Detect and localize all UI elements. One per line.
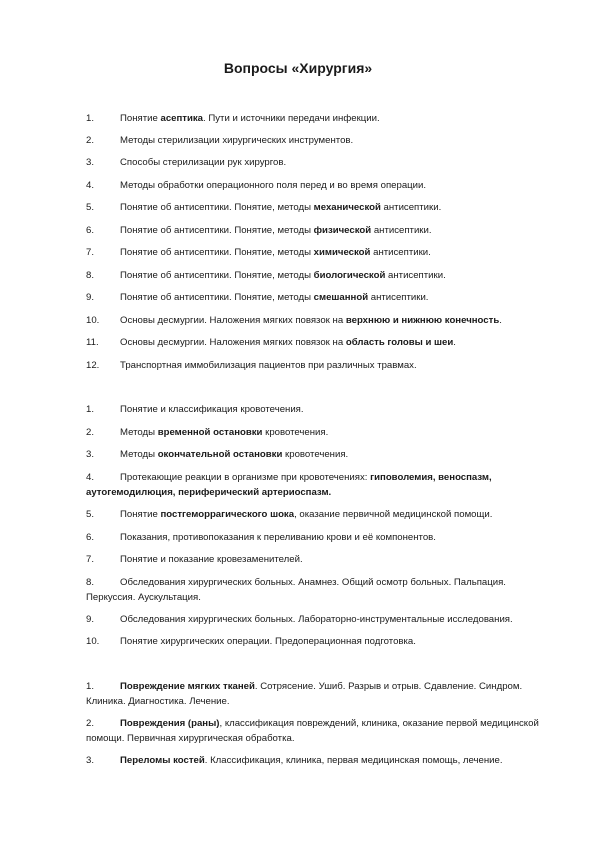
question-number: 7.	[86, 247, 95, 258]
question-text: Понятие и показание кровезаменителей.	[120, 554, 303, 565]
question-text-bold: Переломы костей	[120, 755, 205, 766]
question-number: 1.	[86, 113, 95, 124]
question-item	[86, 679, 546, 709]
question-text: , оказание первичной медицинской помощи.	[294, 509, 493, 520]
question-number: 5.	[86, 509, 95, 520]
question-text-bold: биологической	[313, 270, 386, 281]
question-text: Понятие	[120, 509, 161, 520]
question-item	[86, 200, 546, 215]
question-number: 1.	[86, 681, 95, 692]
question-number: 4.	[86, 472, 95, 483]
question-text: Способы стерилизации рук хирургов.	[120, 157, 287, 168]
question-number: 11.	[86, 337, 99, 348]
question-number: 9.	[86, 614, 95, 625]
question-text-bold: химической	[313, 247, 371, 258]
question-item	[86, 447, 546, 462]
question-item	[86, 753, 546, 768]
question-text-bold: физической	[313, 225, 372, 236]
question-text: Основы десмургии. Наложения мягких повязок на	[120, 315, 346, 326]
question-text: антисептики.	[368, 292, 429, 303]
question-item	[86, 223, 546, 238]
question-item	[86, 530, 546, 545]
question-text: Понятие и классификация кровотечения.	[120, 404, 304, 415]
question-item	[86, 313, 546, 328]
question-text: , классификация повреждений, клиника, оказание первой медицинской помощи. Первичная хирургическая обработка.	[86, 718, 539, 744]
question-number: 6.	[86, 532, 95, 543]
question-number: 2.	[86, 135, 95, 146]
question-text: . Сотрясение. Ушиб. Разрыв и отрыв. Сдавление. Синдром. Клиника. Диагностика. Лечение.	[86, 681, 523, 707]
question-text: Методы	[120, 449, 158, 460]
question-number: 9.	[86, 292, 95, 303]
question-text: Основы десмургии. Наложения мягких повязок на	[120, 337, 346, 348]
question-item	[86, 358, 546, 373]
question-text: Методы обработки операционного поля перед и во время операции.	[120, 180, 427, 191]
question-text-bold: Повреждение мягких тканей	[120, 681, 255, 692]
question-text: .	[499, 315, 502, 326]
question-text: Понятие	[120, 113, 161, 124]
question-item	[86, 612, 546, 627]
page-title: Вопросы «Хирургия»	[223, 60, 373, 76]
question-number: 4.	[86, 180, 95, 191]
question-text: Понятие об антисептики. Понятие, методы	[120, 225, 314, 236]
question-text: антисептики.	[370, 247, 431, 258]
question-text-bold: верхнюю и нижнюю конечность	[345, 315, 500, 326]
question-item	[86, 507, 546, 522]
question-number: 3.	[86, 755, 95, 766]
question-text-bold: область головы и шеи	[345, 337, 454, 348]
question-item	[86, 111, 546, 126]
question-text: .	[453, 337, 456, 348]
question-item	[86, 552, 546, 567]
question-item	[86, 290, 546, 305]
question-number: 8.	[86, 577, 95, 588]
question-number: 5.	[86, 202, 95, 213]
question-number: 2.	[86, 427, 95, 438]
question-text: Понятие об антисептики. Понятие, методы	[120, 247, 314, 258]
question-item	[86, 133, 546, 148]
question-number: 3.	[86, 157, 95, 168]
question-text: Понятие об антисептики. Понятие, методы	[120, 292, 314, 303]
question-item	[86, 268, 546, 283]
question-text: антисептики.	[371, 225, 432, 236]
question-number: 6.	[86, 225, 95, 236]
question-text: Обследования хирургических больных. Лабораторно-инструментальные исследования.	[120, 614, 513, 625]
question-number: 12.	[86, 360, 100, 371]
question-text: . Пути и источники передачи инфекции.	[203, 113, 380, 124]
question-text-bold: гиповолемия, веноспазм, аутогемодилюция, периферический артериоспазм.	[86, 472, 492, 498]
question-text: . Классификация, клиника, первая медицинская помощь, лечение.	[204, 755, 503, 766]
question-number: 1.	[86, 404, 95, 415]
question-item	[86, 335, 546, 350]
question-text: кровотечения.	[282, 449, 349, 460]
question-number: 10.	[86, 315, 100, 326]
question-text: Понятие об антисептики. Понятие, методы	[120, 202, 314, 213]
question-item	[86, 634, 546, 649]
question-text: Методы стерилизации хирургических инструментов.	[120, 135, 354, 146]
question-text: Транспортная иммобилизация пациентов при различных травмах.	[120, 360, 417, 371]
question-text-bold: асептика	[160, 113, 204, 124]
question-item	[86, 402, 546, 417]
question-text: Обследования хирургических больных. Анамнез. Общий осмотр больных. Пальпация. Перкуссия. Аускультация.	[86, 577, 506, 603]
question-item	[86, 425, 546, 440]
question-text: Показания, противопоказания к переливанию крови и её компонентов.	[120, 532, 436, 543]
question-item	[86, 245, 546, 260]
question-item	[86, 470, 546, 500]
question-text-bold: временной остановки	[157, 427, 263, 438]
question-number: 8.	[86, 270, 95, 281]
question-text: Понятие об антисептики. Понятие, методы	[120, 270, 314, 281]
question-number: 7.	[86, 554, 95, 565]
question-text: Понятие хирургических операции. Предоперационная подготовка.	[120, 636, 416, 647]
question-text-bold: смешанной	[313, 292, 369, 303]
question-text: антисептики.	[380, 202, 442, 213]
question-number: 3.	[86, 449, 95, 460]
question-number: 10.	[86, 636, 100, 647]
question-text: Протекающие реакции в организме при кровотечениях:	[120, 472, 371, 483]
question-item	[86, 716, 546, 746]
question-item	[86, 575, 546, 605]
question-text-bold: окончательной остановки	[157, 449, 283, 460]
question-item	[86, 155, 546, 170]
question-number: 2.	[86, 718, 95, 729]
question-text-bold: механической	[313, 202, 381, 213]
question-text: Методы	[120, 427, 158, 438]
question-text: кровотечения.	[262, 427, 329, 438]
question-text-bold: Повреждения (раны)	[120, 718, 220, 729]
question-item	[86, 178, 546, 193]
question-text-bold: постгеморрагического шока	[160, 509, 295, 520]
question-text: антисептики.	[385, 270, 446, 281]
